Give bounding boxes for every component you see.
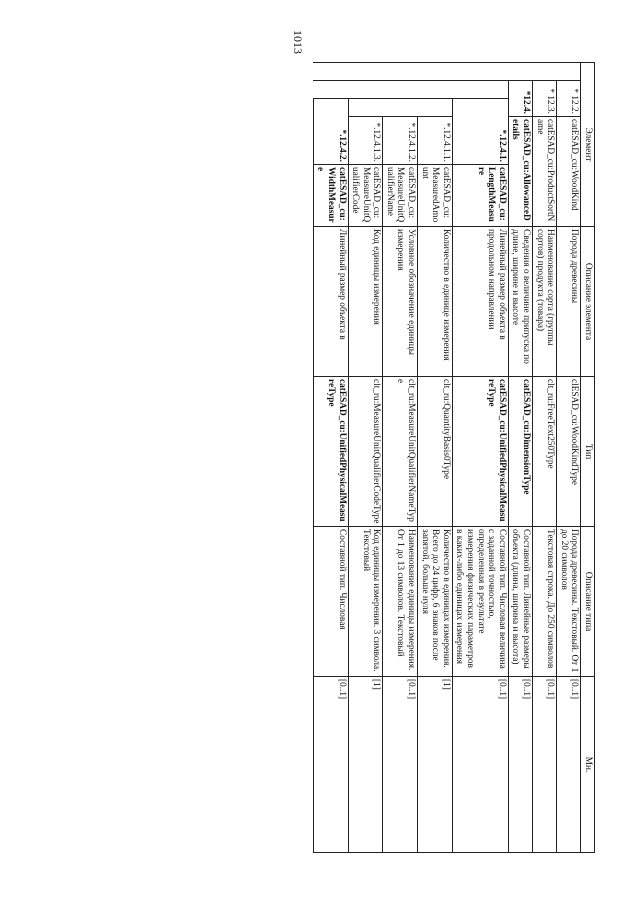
type-desc: Составной тип. Числовая — [313, 527, 348, 677]
type-desc: Составной тип. Числовая величина с заданной точностью, определенная в результате измерения физических параметров в каких-либо единицах измерения — [452, 527, 508, 677]
element-name: catESAD_cu:MeasureUnitQualifierCode — [348, 165, 383, 227]
type-desc: Количество в единицах измерения. Всего до 24 цифр, 6 знаков после запятой, больше нуля — [418, 527, 453, 677]
table-row — [313, 63, 348, 853]
table-row — [418, 63, 453, 853]
element-type: catESAD_cu:UnifiedPhysicalMeasureType — [313, 377, 348, 527]
row-number: * 12.3. — [533, 81, 557, 117]
header-type-desc: Описание типа — [581, 527, 595, 677]
multiplicity: [0..1] — [508, 677, 532, 853]
table-row — [452, 63, 508, 853]
rotated-table-container — [85, 62, 595, 852]
element-type: clt_ru:FreeText250Type — [533, 377, 557, 527]
element-desc: Порода древесины — [557, 227, 581, 377]
multiplicity: [0..1] — [533, 677, 557, 853]
multiplicity: [0..1] — [452, 677, 508, 853]
indent-cell — [348, 99, 383, 117]
header-row — [581, 63, 595, 853]
table-row — [533, 63, 557, 853]
indent-cell — [383, 81, 418, 99]
element-desc: Код единицы измерения — [348, 227, 383, 377]
header-type: Тип — [581, 377, 595, 527]
element-name: catESAD_cu:AllowanceDetails — [508, 117, 532, 227]
table-row — [508, 63, 532, 853]
element-name: catESAD_cu:WoodKind — [557, 117, 581, 227]
element-name: catESAD_cu:ProductSortName — [533, 117, 557, 227]
indent-cell — [313, 81, 348, 99]
indent-cell — [348, 63, 383, 81]
header-element: Элемент — [581, 63, 595, 227]
element-type: clt_ru:MeasureUnitQualifierCodeType — [348, 377, 383, 527]
indent-cell — [452, 81, 508, 99]
type-desc: Составной тип. Линейные размеры объекта (длина, ширина и высота) — [508, 527, 532, 677]
indent-cell — [418, 81, 453, 99]
multiplicity: [1] — [348, 677, 383, 853]
element-type: catESAD_cu:UnifiedPhysicalMeasureType — [452, 377, 508, 527]
element-name: catESAD_cu:LengthMeasure — [452, 165, 508, 227]
element-desc: Условное обозначение единицы измерения — [383, 227, 418, 377]
row-number: *.12.4.2. — [313, 99, 348, 165]
row-number: *.12.4.1.3. — [348, 117, 383, 165]
indent-cell — [533, 63, 557, 81]
multiplicity: [1] — [418, 677, 453, 853]
type-desc: Код единицы измерения. 3 символа. Текстовый — [348, 527, 383, 677]
indent-cell — [383, 63, 418, 81]
row-number: *.12.4.1. — [452, 99, 508, 165]
element-type: clt_ru:MeasureUnitQualifierNameType — [383, 377, 418, 527]
indent-cell — [418, 99, 453, 117]
element-type: catESAD_cu:DimensionType — [508, 377, 532, 527]
type-desc: Порода древесины. Текстовый. От 1 до 20 символов — [557, 527, 581, 677]
element-name: catESAD_cu:WidthMeasure — [313, 165, 348, 227]
header-element-desc: Описание элемента — [581, 227, 595, 377]
multiplicity: [0..1] — [557, 677, 581, 853]
element-table — [313, 62, 595, 853]
row-number: * 12.2. — [557, 81, 581, 117]
indent-cell — [508, 63, 532, 81]
table-row — [557, 63, 581, 853]
indent-cell — [383, 99, 418, 117]
element-desc: Линейный размер объекта в — [313, 227, 348, 377]
element-desc: Сведения о величине припуска по длине, ширине и высоте — [508, 227, 532, 377]
indent-cell — [452, 63, 508, 81]
element-type: clt_ru:QuantityBasis0Type — [418, 377, 453, 527]
indent-cell — [313, 63, 348, 81]
row-number: *12.4. — [508, 81, 532, 117]
indent-cell — [557, 63, 581, 81]
row-number: *.12.4.1.1. — [418, 117, 453, 165]
page-number: 1013 — [291, 30, 305, 54]
row-number: *.12.4.1.2. — [383, 117, 418, 165]
element-desc: Количество в единице измерения — [418, 227, 453, 377]
table-row — [348, 63, 383, 853]
element-desc: Наименование сорта (группы сортов) продукта (товара) — [533, 227, 557, 377]
type-desc: Текстовая строка. До 250 символов — [533, 527, 557, 677]
type-desc: Наименование единицы измерения. От 1 до 13 символов. Текстовый — [383, 527, 418, 677]
element-type: clESAD_cu:WoodKindType — [557, 377, 581, 527]
header-mn: Мн. — [581, 677, 595, 853]
element-desc: Линейный размер объекта в продольном направлении — [452, 227, 508, 377]
indent-cell — [418, 63, 453, 81]
multiplicity: [0..1] — [313, 677, 348, 853]
element-name: catESAD_cu:MeasuredAmount — [418, 165, 453, 227]
multiplicity: [0..1] — [383, 677, 418, 853]
table-row — [383, 63, 418, 853]
element-name: catESAD_cu:MeasureUnitQualifierName — [383, 165, 418, 227]
indent-cell — [348, 81, 383, 99]
